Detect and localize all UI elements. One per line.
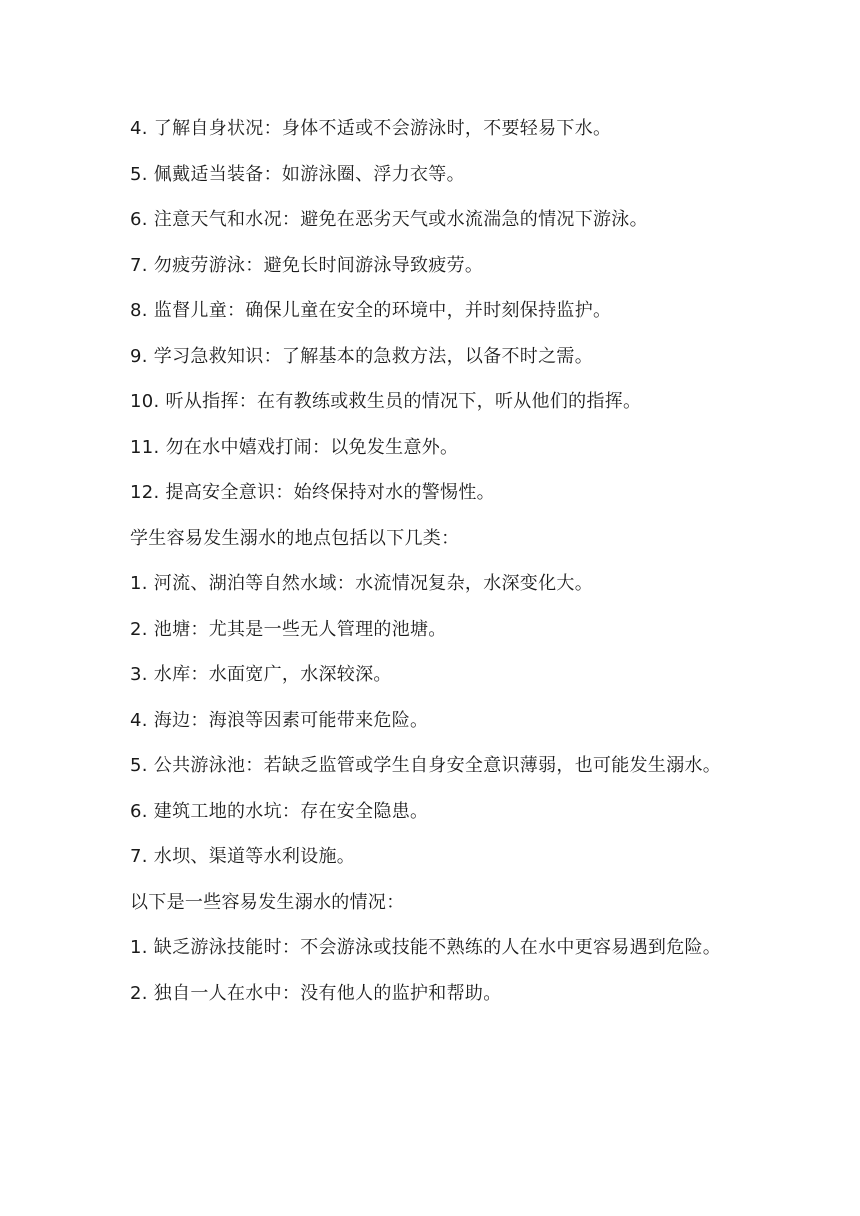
paragraph-safety-tip-8: 8. 监督儿童：确保儿童在安全的环境中，并时刻保持监护。: [130, 300, 612, 321]
paragraph-location-7: 7. 水坝、渠道等水利设施。: [130, 846, 356, 867]
paragraph-safety-tip-6: 6. 注意天气和水况：避免在恶劣天气或水流湍急的情况下游泳。: [130, 209, 648, 230]
paragraph-safety-tip-10: 10. 听从指挥：在有教练或救生员的情况下，听从他们的指挥。: [130, 391, 642, 412]
paragraph-location-4: 4. 海边：海浪等因素可能带来危险。: [130, 709, 429, 731]
paragraph-location-3: 3. 水库：水面宽广，水深较深。: [130, 664, 392, 685]
paragraph-situation-2: 2. 独自一人在水中：没有他人的监护和帮助。: [130, 982, 502, 1004]
paragraph-situation-1: 1. 缺乏游泳技能时：不会游泳或技能不熟练的人在水中更容易遇到危险。: [130, 937, 722, 958]
paragraph-safety-tip-5: 5. 佩戴适当装备：如游泳圈、浮力衣等。: [130, 163, 465, 185]
paragraph-safety-tip-4: 4. 了解自身状况：身体不适或不会游泳时，不要轻易下水。: [130, 118, 612, 139]
paragraph-situations-heading: 以下是一些容易发生溺水的情况：: [130, 891, 405, 913]
document-body: [130, 110, 740, 1020]
paragraph-location-6: 6. 建筑工地的水坑：存在安全隐患。: [130, 800, 429, 822]
paragraph-locations-heading: 学生容易发生溺水的地点包括以下几类：: [130, 527, 460, 549]
paragraph-location-5: 5. 公共游泳池：若缺乏监管或学生自身安全意识薄弱，也可能发生溺水。: [130, 755, 722, 776]
paragraph-location-1: 1. 河流、湖泊等自然水域：水流情况复杂，水深变化大。: [130, 573, 593, 594]
paragraph-safety-tip-12: 12. 提高安全意识：始终保持对水的警惕性。: [130, 482, 495, 503]
paragraph-location-2: 2. 池塘：尤其是一些无人管理的池塘。: [130, 618, 447, 640]
paragraph-safety-tip-11: 11. 勿在水中嬉戏打闹：以免发生意外。: [130, 436, 459, 458]
paragraph-safety-tip-9: 9. 学习急救知识：了解基本的急救方法，以备不时之需。: [130, 345, 593, 367]
paragraph-safety-tip-7: 7. 勿疲劳游泳：避免长时间游泳导致疲劳。: [130, 254, 484, 276]
